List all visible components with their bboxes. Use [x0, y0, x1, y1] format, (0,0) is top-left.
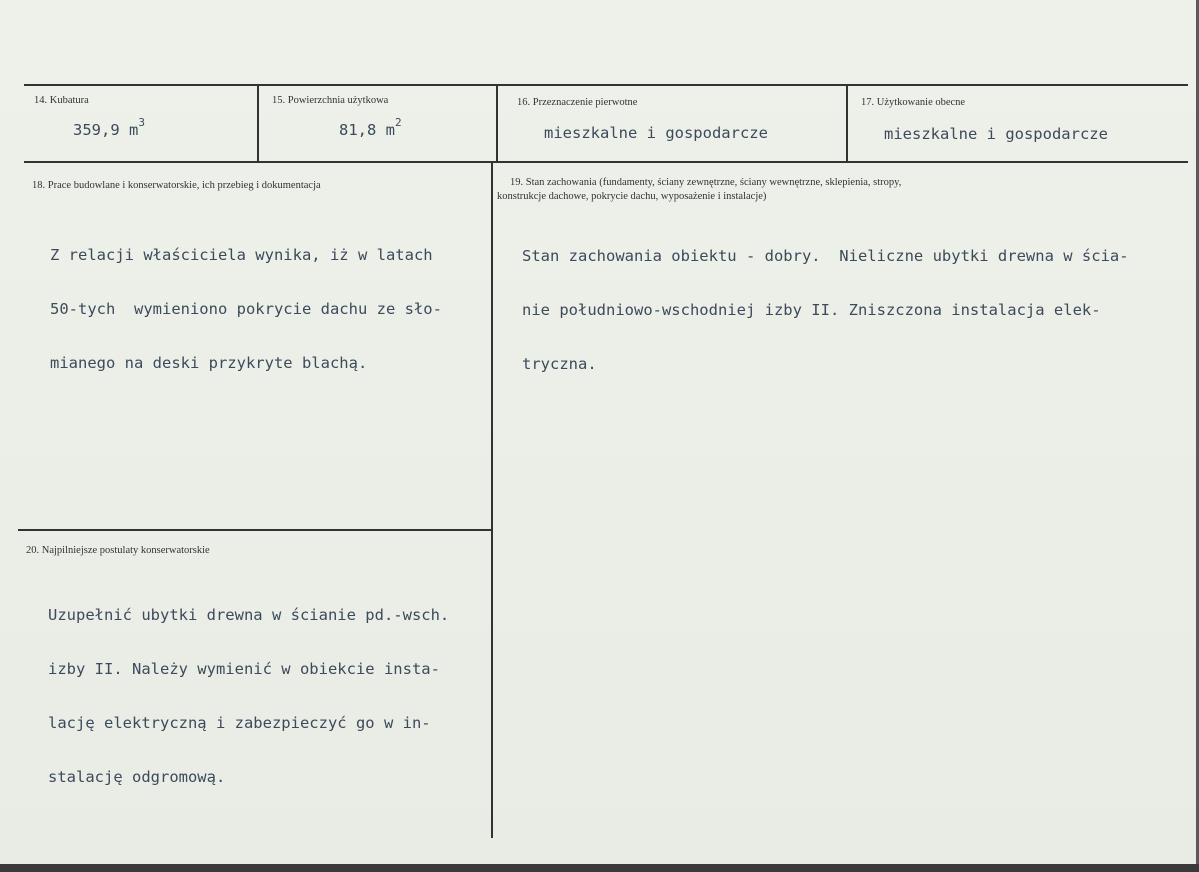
powierzchnia-exponent: 2	[395, 116, 402, 129]
przeznaczenie-value: mieszkalne i gospodarcze	[544, 124, 768, 142]
prace-line-1: Z relacji właściciela wynika, iż w latach	[50, 246, 433, 264]
postulaty-text	[48, 570, 449, 822]
powierzchnia-value	[339, 116, 402, 140]
kubatura-value	[73, 116, 145, 140]
row-rule	[24, 161, 1188, 163]
stan-line-2: nie południowo-wschodniej izby II. Zniszczona instalacja elek-	[522, 301, 1101, 319]
kubatura-number: 359,9 m	[73, 121, 139, 140]
stan-line-3: tryczna.	[522, 355, 597, 373]
postulaty-label: 20. Najpilniejsze postulaty konserwatorskie	[26, 545, 210, 556]
divider-15-16	[496, 84, 498, 162]
mid-rule	[18, 529, 493, 531]
postulaty-line-1: Uzupełnić ubytki drewna w ścianie pd.-wsch.	[48, 606, 450, 624]
stan-text	[522, 211, 1129, 409]
divider-16-17	[846, 84, 848, 162]
stan-label-line2: konstrukcje dachowe, pokrycie dachu, wyposażenie i instalacje)	[497, 191, 767, 202]
kubatura-label: 14. Kubatura	[34, 95, 89, 106]
prace-line-3: mianego na deski przykryte blachą.	[50, 354, 368, 372]
prace-line-2: 50-tych wymieniono pokrycie dachu ze sło-	[50, 300, 442, 318]
postulaty-line-4: stalację odgromową.	[48, 768, 226, 786]
uzytkowanie-value: mieszkalne i gospodarcze	[884, 125, 1108, 143]
powierzchnia-label: 15. Powierzchnia użytkowa	[272, 95, 389, 106]
stan-label-line1: 19. Stan zachowania (fundamenty, ściany zewnętrzne, ściany wewnętrzne, sklepienia, stropy,	[510, 177, 902, 188]
uzytkowanie-label: 17. Użytkowanie obecne	[861, 97, 966, 108]
main-divider	[491, 162, 493, 838]
prace-text	[50, 210, 442, 408]
prace-label: 18. Prace budowlane i konserwatorskie, ich przebieg i dokumentacja	[32, 180, 321, 191]
stan-line-1: Stan zachowania obiektu - dobry. Nieliczne ubytki drewna w ścia-	[522, 247, 1129, 265]
card-bottom-edge	[0, 864, 1199, 872]
postulaty-line-3: lację elektryczną i zabezpieczyć go w in-	[48, 714, 431, 732]
postulaty-line-2: izby II. Należy wymienić w obiekcie insta-	[48, 660, 440, 678]
top-rule	[24, 84, 1188, 86]
divider-14-15	[257, 84, 259, 162]
powierzchnia-number: 81,8 m	[339, 121, 395, 140]
przeznaczenie-label: 16. Przeznaczenie pierwotne	[517, 97, 638, 108]
kubatura-exponent: 3	[138, 116, 145, 129]
